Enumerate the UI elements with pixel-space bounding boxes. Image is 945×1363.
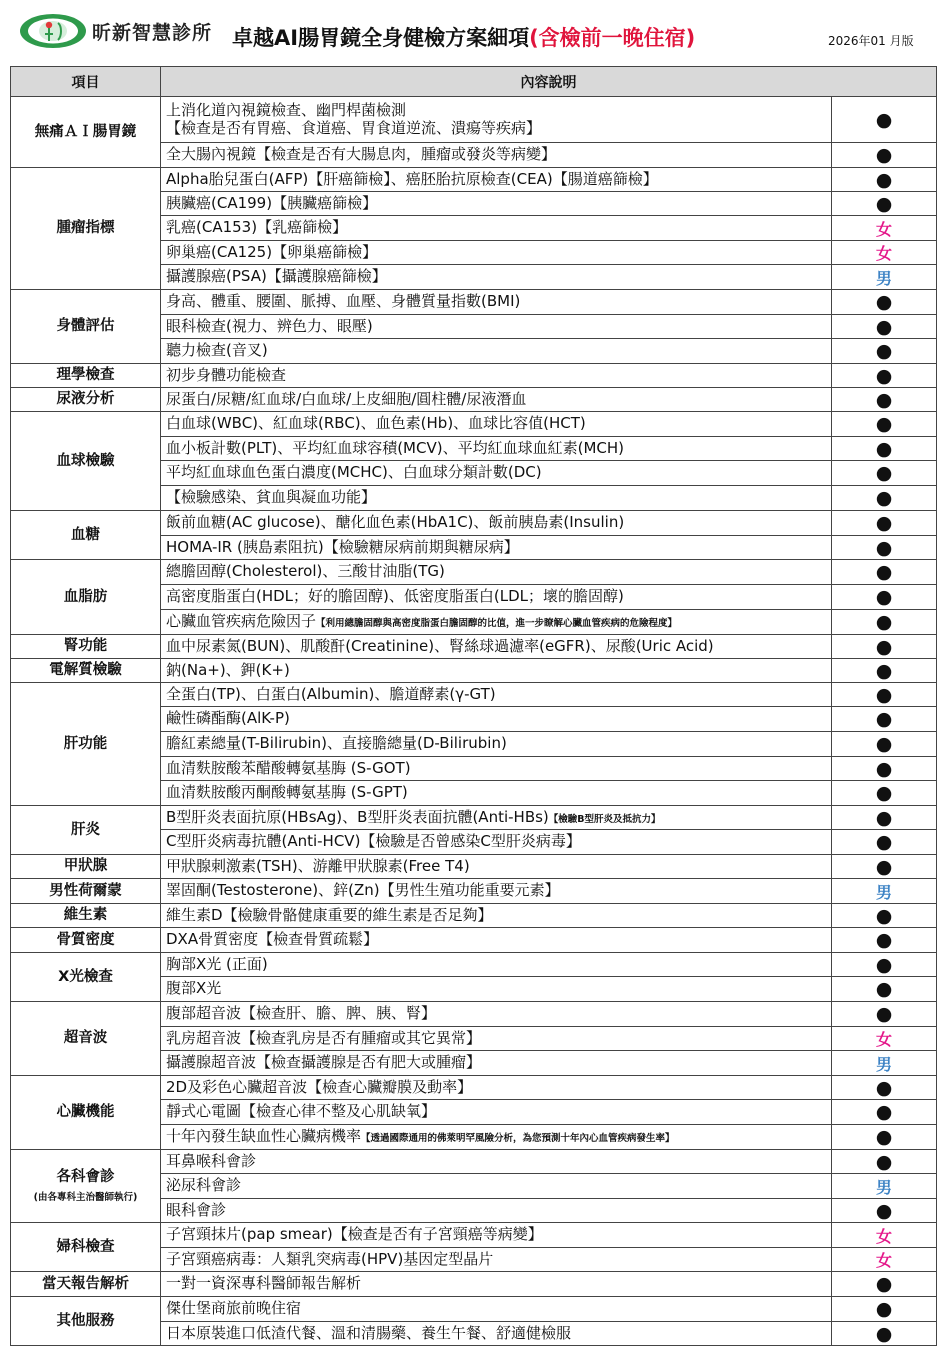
item-text: 膽紅素總量(T-Bilirubin)、直接膽總量(D-Bilirubin) [166,734,507,753]
item-text: 攝護腺超音波【檢查攝護腺是否有肥大或腫瘤】 [166,1053,482,1072]
item-description [161,1076,832,1100]
category-name: 甲狀腺 [63,858,108,875]
item-description [161,1174,832,1199]
category-cell [11,511,161,560]
item-text: 鈉(Na+)、鉀(K+) [166,660,290,679]
item-text: 總膽固醇(Cholesterol)、三酸甘油脂(TG) [166,562,445,581]
category-name: 身體評估 [56,318,115,335]
category-name: 其他服務 [56,1312,115,1329]
included-mark: ● [832,1002,937,1027]
item-description [161,1322,832,1346]
item-description [161,168,832,192]
item-description [161,461,832,486]
included-mark: ● [832,97,937,143]
category-cell [11,560,161,635]
table-body [11,97,937,1346]
item-description [161,1223,832,1248]
item-text: 乳癌(CA153)【乳癌篩檢】 [166,218,348,237]
table-row [11,953,937,977]
item-text: DXA骨質密度【檢查骨質疏鬆】 [166,930,379,949]
included-mark: ● [832,806,937,830]
category-name: X光檢查 [58,968,113,985]
item-description [161,1297,832,1322]
table-row [11,97,937,143]
category-cell [11,659,161,683]
female-only-mark: 女 [832,1223,937,1248]
table-row [11,904,937,928]
category-name: 婦科檢查 [56,1238,115,1255]
title-accent: (含檢前一晚住宿) [529,26,696,50]
item-text: 靜式心電圖【檢查心律不整及心肌缺氧】 [166,1102,437,1121]
category-name: 理學檢查 [56,367,115,384]
item-text: 血小板計數(PLT)、平均紅血球容積(MCV)、平均紅血球血紅素(MCH) [166,438,624,457]
category-cell [11,1076,161,1150]
item-description [161,1051,832,1076]
item-text: 耳鼻喉科會診 [166,1151,257,1170]
item-description [161,585,832,610]
category-name: 各科會診 [56,1169,115,1185]
item-text: 尿蛋白/尿糖/紅血球/白血球/上皮細胞/圓柱體/尿液潛血 [166,389,527,408]
item-description [161,486,832,511]
item-description [161,536,832,560]
item-description [161,216,832,241]
item-text: 初步身體功能檢查 [166,365,287,384]
included-mark: ● [832,511,937,536]
item-text: 攝護腺癌(PSA)【攝護腺癌篩檢】 [166,267,387,286]
category-name: 血脂肪 [63,588,108,605]
included-mark: ● [832,659,937,683]
item-text: 子宮頸抹片(pap smear)【檢查是否有子宮頸癌等病變】 [166,1225,543,1244]
category-cell [11,683,161,806]
item-description [161,1199,832,1223]
included-mark: ● [832,437,937,461]
item-description [161,610,832,635]
item-text: 身高、體重、腰圍、脈搏、血壓、身體質量指數(BMI) [166,292,521,311]
included-mark: ● [832,388,937,412]
item-text: 子宮頸癌病毒：人類乳突病毒(HPV)基因定型晶片 [166,1249,494,1268]
table-row [11,1076,937,1100]
category-cell [11,806,161,855]
table-row [11,928,937,953]
category-cell [11,1223,161,1272]
item-description [161,315,832,339]
item-text: 維生素D【檢驗骨骼健康重要的維生素是否足夠】 [166,905,493,924]
item-text: 【檢驗感染、貧血與凝血功能】 [166,488,377,507]
table-row [11,879,937,904]
included-mark: ● [832,707,937,732]
item-text: 泌尿科會診 [166,1176,242,1195]
included-mark: ● [832,977,937,1002]
item-description [161,364,832,388]
included-mark: ● [832,1100,937,1125]
table-row [11,1223,937,1248]
item-text: 睪固酮(Testosterone)、鋅(Zn)【男性生殖功能重要元素】 [166,881,560,900]
clinic-logo [18,12,88,50]
table-row [11,855,937,879]
category-cell [11,1002,161,1076]
item-description [161,412,832,437]
included-mark: ● [832,1076,937,1100]
item-description [161,781,832,806]
table-row [11,659,937,683]
category-name: 肝功能 [63,735,108,752]
item-text: 日本原裝進口低渣代餐、溫和清腸藥、養生午餐、舒適健檢服 [166,1323,572,1342]
category-cell [11,953,161,1002]
included-mark: ● [832,290,937,315]
item-note: 【利用總膽固醇與高密度脂蛋白膽固醇的比值，進一步瞭解心臟血管疾病的危險程度】 [316,618,678,630]
item-text: 上消化道內視鏡檢查、幽門桿菌檢測 [166,101,407,120]
item-description [161,1272,832,1297]
included-mark: ● [832,683,937,707]
item-description [161,855,832,879]
item-description [161,928,832,953]
item-description [161,806,832,830]
male-only-mark: 男 [832,1174,937,1199]
item-text: 眼科會診 [166,1200,227,1219]
category-cell [11,855,161,879]
included-mark: ● [832,364,937,388]
category-name: 肝炎 [71,821,100,838]
column-header-content: 內容說明 [161,67,937,97]
category-cell [11,97,161,168]
table-row [11,806,937,830]
included-mark: ● [832,1150,937,1174]
item-text: 一對一資深專科醫師報告解析 [166,1274,362,1293]
included-mark: ● [832,315,937,339]
included-mark: ● [832,168,937,192]
category-name: 腫瘤指標 [56,220,115,237]
item-description [161,290,832,315]
checkup-items-table [10,66,937,1346]
included-mark: ● [832,560,937,585]
item-description [161,143,832,168]
included-mark: ● [832,1322,937,1346]
category-name: 當天報告解析 [42,1275,129,1292]
included-mark: ● [832,461,937,486]
item-description [161,904,832,928]
included-mark: ● [832,855,937,879]
item-description [161,437,832,461]
included-mark: ● [832,1199,937,1223]
category-name: 腎功能 [63,638,108,655]
table-row [11,290,937,315]
clinic-name: 昕新智慧診所 [92,22,213,44]
item-text: 血中尿素氮(BUN)、肌酸酐(Creatinine)、腎絲球過濾率(eGFR)、尿酸(Uric Acid) [166,636,714,655]
category-cell [11,388,161,412]
included-mark: ● [832,757,937,781]
item-note: 【透過國際通用的佛萊明罕風險分析，為您預測十年內心血管疾病發生率】 [361,1133,675,1145]
item-description [161,1100,832,1125]
included-mark: ● [832,486,937,511]
item-description [161,560,832,585]
table-row [11,388,937,412]
item-description [161,659,832,683]
item-description [161,757,832,781]
category-name: 超音波 [63,1030,108,1047]
item-text: 胰臟癌(CA199)【胰臟癌篩檢】 [166,193,378,212]
category-cell [11,1297,161,1346]
item-text: 白血球(WBC)、紅血球(RBC)、血色素(Hb)、血球比容值(HCT) [166,414,586,433]
category-cell [11,635,161,659]
included-mark: ● [832,536,937,560]
item-description [161,192,832,216]
category-cell [11,928,161,953]
included-mark: ● [832,610,937,635]
table-row [11,683,937,707]
item-description [161,953,832,977]
item-text: 胸部X光 (正面) [166,954,268,973]
table-row [11,635,937,659]
item-text: 傑仕堡商旅前晚住宿 [166,1299,302,1318]
item-description [161,388,832,412]
item-text: Alpha胎兒蛋白(AFP)【肝癌篩檢】、癌胚胎抗原檢查(CEA)【腸道癌篩檢】 [166,169,658,188]
column-header-category: 項目 [11,67,161,97]
item-text: 乳房超音波【檢查乳房是否有腫瘤或其它異常】 [166,1028,482,1047]
item-description [161,879,832,904]
included-mark: ● [832,192,937,216]
item-description [161,1027,832,1051]
category-name: 血球檢驗 [56,452,115,469]
category-name: 電解質檢驗 [49,662,122,679]
item-text: 血清麩胺酸丙酮酸轉氨基脢 (S-GPT) [166,783,408,802]
male-only-mark: 男 [832,1051,937,1076]
included-mark: ● [832,585,937,610]
table-row [11,560,937,585]
included-mark: ● [832,635,937,659]
category-cell [11,364,161,388]
table-header-row [11,67,937,97]
item-description [161,732,832,757]
female-only-mark: 女 [832,1248,937,1272]
item-description [161,1150,832,1174]
item-description [161,1125,832,1150]
item-description [161,830,832,855]
included-mark: ● [832,830,937,855]
item-text: 十年內發生缺血性心臟病機率 [166,1127,362,1146]
item-text: 飯前血糖(AC glucose)、醣化血色素(HbA1C)、飯前胰島素(Insulin) [166,513,625,532]
item-description [161,97,832,143]
item-text: B型肝炎表面抗原(HBsAg)、B型肝炎表面抗體(Anti-HBs) [166,807,549,826]
version-label: 2026年01 月版 [828,34,914,48]
female-only-mark: 女 [832,241,937,265]
table-row [11,364,937,388]
item-description [161,683,832,707]
item-description [161,707,832,732]
item-text: C型肝炎病毒抗體(Anti-HCV)【檢驗是否曾感染C型肝炎病毒】 [166,832,581,851]
category-cell [11,879,161,904]
category-cell [11,290,161,364]
item-description [161,265,832,290]
item-text: 心臟血管疾病危險因子 [166,612,317,631]
item-note: 【檢驗B型肝炎及抵抗力】 [548,813,661,825]
category-name: 尿液分析 [56,391,115,408]
page-header [0,0,945,62]
category-name: 血糖 [71,526,100,543]
male-only-mark: 男 [832,265,937,290]
category-cell [11,1150,161,1223]
category-cell [11,168,161,290]
category-name: 維生素 [63,907,108,924]
table-row [11,1272,937,1297]
title-main: 卓越AI腸胃鏡全身健檢方案細項 [232,26,530,50]
category-name: 男性荷爾蒙 [49,882,122,899]
category-cell [11,412,161,511]
category-note: (由各專科主治醫師執行) [33,1192,138,1204]
table-row [11,511,937,536]
item-description [161,977,832,1002]
table-row [11,1002,937,1027]
included-mark: ● [832,143,937,168]
item-text: 甲狀腺刺激素(TSH)、游離甲狀腺素(Free T4) [166,856,470,875]
table-row [11,168,937,192]
male-only-mark: 男 [832,879,937,904]
item-description [161,511,832,536]
included-mark: ● [832,928,937,953]
category-name: 心臟機能 [56,1104,115,1121]
item-text: HOMA-IR (胰島素阻抗)【檢驗糖尿病前期與糖尿病】 [166,537,519,556]
included-mark: ● [832,1125,937,1150]
item-description [161,241,832,265]
included-mark: ● [832,412,937,437]
item-text: 鹼性磷酯酶(AlK-P) [166,709,290,728]
female-only-mark: 女 [832,1027,937,1051]
item-description [161,339,832,364]
item-text: 全大腸內視鏡【檢查是否有大腸息肉，腫瘤或發炎等病變】 [166,145,557,164]
item-text-line2: 【檢查是否有胃癌、食道癌、胃食道逆流、潰瘍等疾病】 [166,118,542,137]
item-text: 腹部X光 [166,979,222,998]
item-text: 卵巢癌(CA125)【卵巢癌篩檢】 [166,242,378,261]
included-mark: ● [832,953,937,977]
category-name: 無痛ＡＩ腸胃鏡 [34,123,137,140]
included-mark: ● [832,1297,937,1322]
table-row [11,412,937,437]
category-cell [11,904,161,928]
included-mark: ● [832,781,937,806]
category-cell [11,1272,161,1297]
item-text: 高密度脂蛋白(HDL；好的膽固醇)、低密度脂蛋白(LDL；壞的膽固醇) [166,587,624,606]
item-text: 聽力檢查(音叉) [166,341,268,360]
item-description [161,1248,832,1272]
included-mark: ● [832,339,937,364]
table-row [11,1150,937,1174]
included-mark: ● [832,732,937,757]
included-mark: ● [832,1272,937,1297]
item-text: 眼科檢查(視力、辨色力、眼壓) [166,316,373,335]
item-description [161,1002,832,1027]
document-title [232,22,695,52]
item-text: 全蛋白(TP)、白蛋白(Albumin)、膽道酵素(γ-GT) [166,684,496,703]
item-text: 腹部超音波【檢查肝、膽、脾、胰、腎】 [166,1004,437,1023]
included-mark: ● [832,904,937,928]
table-row [11,1297,937,1322]
item-text: 2D及彩色心臟超音波【檢查心臟瓣膜及動率】 [166,1077,473,1096]
category-name: 骨質密度 [56,931,115,948]
item-text: 平均紅血球血色蛋白濃度(MCHC)、白血球分類計數(DC) [166,463,542,482]
item-text: 血清麩胺酸苯醋酸轉氨基脢 (S-GOT) [166,758,411,777]
female-only-mark: 女 [832,216,937,241]
item-description [161,635,832,659]
